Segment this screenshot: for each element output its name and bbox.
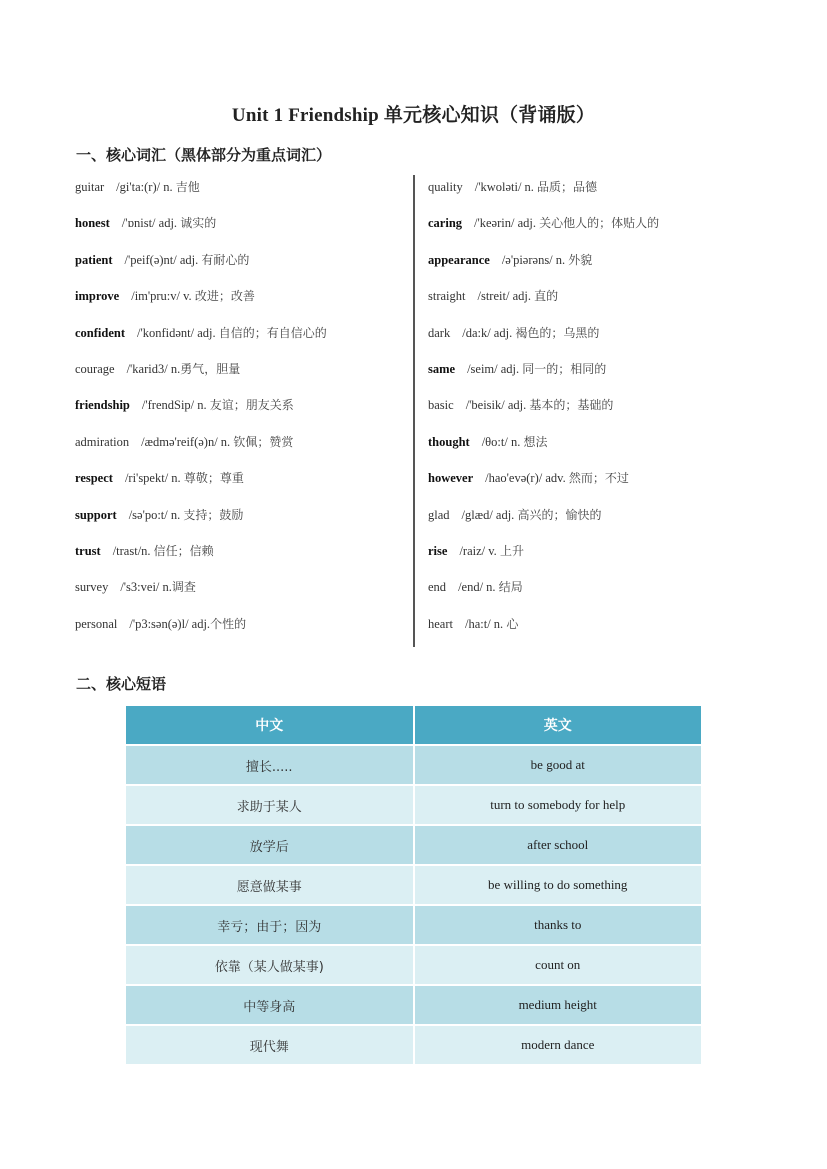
vocab-entry [428,174,758,210]
phrase-english: modern dance [414,1025,703,1065]
vocab-meaning: 友谊；朋友关系 [209,398,294,413]
vocab-meaning: 勇气，胆量 [180,361,241,376]
vocab-phonetic-pos: /sə'po:t/ n. [128,507,184,522]
vocab-meaning: 诚实的 [180,216,217,231]
vocab-word: survey [75,580,109,595]
vocab-entry [75,356,410,392]
table-row [125,865,702,905]
vocab-phonetic-pos: /glæd/ adj. [461,507,518,522]
phrase-english: be willing to do something [414,865,703,905]
vocab-meaning: 品质；品德 [537,180,598,194]
vocab-entry [75,174,410,210]
phrase-chinese: 愿意做某事 [125,865,414,905]
vocab-meaning: 直的 [534,289,559,304]
vocab-entry [75,538,410,574]
vocab-entry [428,356,758,392]
vocab-word: respect [75,471,113,486]
vocab-meaning: 高兴的；愉快的 [517,507,602,522]
vocab-word: trust [75,543,101,558]
vocab-entry [428,465,758,501]
phrase-chinese: 依靠（某人做某事) [125,945,414,985]
vocab-meaning: 结局 [498,580,523,595]
table-row [125,745,702,785]
vocab-word: heart [428,616,453,631]
vocab-meaning: 信任；信赖 [153,543,214,558]
vocab-phonetic-pos: /θo:t/ n. [481,434,524,449]
phrase-chinese: 放学后 [125,825,414,865]
vocab-phonetic-pos: /'konfidənt/ adj. [137,325,219,340]
vocab-word: rise [428,543,448,558]
vocab-meaning: 褐色的；乌黑的 [515,325,600,340]
vocab-entry [428,429,758,465]
vocab-meaning: 吉他 [175,180,200,194]
vocab-phonetic-pos: /'keərin/ adj. [474,216,540,231]
vocab-entry [428,247,758,283]
vocab-entry [75,574,410,610]
page-title: Unit 1 Friendship 单元核心知识（背诵版） [231,105,596,126]
vocab-phonetic-pos: /streit/ adj. [477,289,535,304]
vocab-phonetic-pos: /im'pru:v/ v. [131,289,195,304]
vocab-entry [75,210,410,246]
vocab-phonetic-pos: /ə'piərəns/ n. [501,252,569,267]
vocab-entry [428,538,758,574]
vocab-phonetic-pos: /'frendSip/ n. [141,398,210,413]
vocab-word: quality [428,180,463,194]
vocab-entry [428,210,758,246]
vocab-entry [75,465,410,501]
vocab-entry [75,283,410,319]
table-row [125,785,702,825]
vocab-phonetic-pos: /'karid3/ n. [126,361,181,376]
vocab-phonetic-pos: /da:k/ adj. [462,325,516,340]
phrase-english: count on [414,945,703,985]
table-row [125,1025,702,1065]
vocab-entry [75,247,410,283]
vocab-word: end [428,580,447,595]
phrase-english: medium height [414,985,703,1025]
vocab-phonetic-pos: /'kwoləti/ n. [474,180,538,194]
vocab-word: support [75,507,117,522]
vocab-word: personal [75,616,118,631]
vocab-word: improve [75,289,120,304]
vocab-meaning: 钦佩；赞赏 [233,434,294,449]
phrase-english: turn to somebody for help [414,785,703,825]
vocab-entry [428,283,758,319]
vocab-word: confident [75,325,125,340]
vocab-meaning: 心 [506,616,519,631]
vocab-entry [428,574,758,610]
phrase-english: be good at [414,745,703,785]
phrase-table [124,704,703,1066]
phrase-chinese: 幸亏；由于；因为 [125,905,414,945]
phrase-english: thanks to [414,905,703,945]
vocab-phonetic-pos: /'peif(ə)nt/ adj. [124,252,202,267]
vocab-word: same [428,361,456,376]
vocab-meaning: 自信的；有自信心的 [218,325,327,340]
vocab-word: glad [428,507,450,522]
vocab-entry [428,502,758,538]
vocab-word: guitar [75,180,105,194]
vocab-meaning: 个性的 [210,616,247,631]
phrase-chinese: 求助于某人 [125,785,414,825]
vocab-word: courage [75,361,115,376]
vocab-meaning: 同一的；相同的 [522,361,607,376]
table-row [125,825,702,865]
header-chinese: 中文 [125,705,414,745]
vocab-meaning: 改进；改善 [194,289,255,304]
vocab-word: dark [428,325,451,340]
phrase-table-header-row [125,705,702,745]
vocab-meaning: 然而；不过 [568,471,629,486]
vocab-meaning: 外貌 [568,252,593,267]
vocab-phonetic-pos: /ædmə'reif(ə)n/ n. [141,434,234,449]
phrase-chinese: 中等身高 [125,985,414,1025]
vocab-entry [75,611,410,647]
phrase-chinese: 现代舞 [125,1025,414,1065]
vocab-meaning: 基本的；基础的 [529,398,614,413]
section-heading-vocabulary: 一、核心词汇（黑体部分为重点词汇） [76,146,332,164]
vocab-phonetic-pos: /seim/ adj. [467,361,523,376]
vocab-entry [75,502,410,538]
phrase-chinese: 擅长..... [125,745,414,785]
vocab-word: patient [75,252,113,267]
vocab-meaning: 支持；鼓励 [183,507,244,522]
vocab-word: caring [428,216,463,231]
vocab-phonetic-pos: /'ɒnist/ adj. [121,216,181,231]
vocab-word: thought [428,434,470,449]
vocab-phonetic-pos: /hao'evə(r)/ adv. [485,471,569,486]
vocab-word: basic [428,398,454,413]
vocab-phonetic-pos: /gi'ta:(r)/ n. [116,180,176,194]
vocab-word: admiration [75,434,130,449]
vocab-phonetic-pos: /'s3:vei/ n. [120,580,172,595]
vocab-meaning: 想法 [523,434,548,449]
vocab-word: friendship [75,398,130,413]
vocab-meaning: 有耐心的 [201,252,250,267]
vocab-word: straight [428,289,466,304]
vocab-entry [75,320,410,356]
vocab-phonetic-pos: /trast/n. [112,543,154,558]
column-divider [413,175,415,647]
vocab-meaning: 尊敬；尊重 [183,471,244,486]
vocabulary-list-right [428,174,758,647]
table-row [125,985,702,1025]
vocab-meaning: 上升 [499,543,524,558]
vocab-entry [428,392,758,428]
phrase-english: after school [414,825,703,865]
vocab-phonetic-pos: /'p3:sən(ə)l/ adj. [129,616,211,631]
vocab-word: honest [75,216,110,231]
vocab-phonetic-pos: /end/ n. [458,580,499,595]
vocab-phonetic-pos: /'beisik/ adj. [465,398,530,413]
vocab-entry [75,429,410,465]
vocab-entry [428,320,758,356]
header-english: 英文 [414,705,703,745]
section-heading-phrases: 二、核心短语 [76,675,167,693]
table-row [125,945,702,985]
vocab-entry [428,611,758,647]
vocab-entry [75,392,410,428]
vocab-word: however [428,471,474,486]
vocab-word: appearance [428,252,490,267]
vocabulary-list-left [75,174,410,647]
vocab-phonetic-pos: /raiz/ v. [459,543,500,558]
vocab-phonetic-pos: /ri'spekt/ n. [124,471,184,486]
vocab-phonetic-pos: /ha:t/ n. [464,616,507,631]
table-row [125,905,702,945]
vocab-meaning: 关心他人的；体贴人的 [539,216,660,231]
vocab-meaning: 调查 [171,580,196,595]
